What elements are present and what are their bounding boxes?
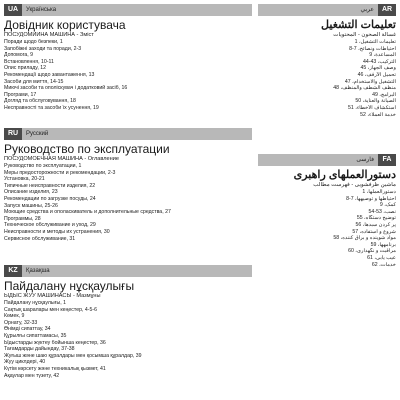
contents-item: دستورالعملها، 1 <box>362 189 396 195</box>
contents-item: Засоби для миття, 14-15 <box>4 78 64 85</box>
contents-item: وصف الجهاز، 45 <box>360 65 396 72</box>
contents-item: التركيب، 43-44 <box>363 58 396 65</box>
contents-item: پر کردن سبدها، 56 <box>355 221 396 228</box>
contents-list <box>258 39 396 118</box>
contents-item: Пайдалану нұсқаулығы, 1 <box>4 300 67 306</box>
language-bar <box>4 128 252 140</box>
language-code-badge: RU <box>4 128 22 140</box>
section-subtitle: ماشین ظرفشویی - فهرست مطالب <box>313 182 396 188</box>
contents-item: Моющие средства и ополаскиватель и дополнительные средства, 27 <box>4 209 171 216</box>
contents-item: Тағамдарды дайындау, 37-38 <box>4 346 75 353</box>
section-arabic <box>258 4 396 118</box>
contents-item: الصيانة والعناية، 50 <box>355 98 396 105</box>
language-bar <box>258 154 396 166</box>
contents-item: التشغيل والاستخدام، 47 <box>344 78 396 85</box>
contents-item: Жуғыш және шаю құралдары мен қосымша құралдар, 39 <box>4 352 142 359</box>
section-title: Довідник користувача <box>4 19 126 32</box>
section-subtitle: ЫДЫС ЖУУ МАШИНАСЫ - Мазмұны <box>4 293 101 299</box>
section-title: تعليمات التشغيل <box>321 19 396 31</box>
contents-item: کمک، 9 <box>379 202 396 209</box>
contents-item: تحميل الأرفف، 46 <box>357 71 396 78</box>
contents-item: استكشاف الأخطاء، 51 <box>347 104 396 111</box>
contents-item: Техническое обслуживание и уход, 29 <box>4 222 96 229</box>
language-name: فارسی <box>356 157 374 163</box>
contents-item: Сервисное обслуживание, 31 <box>4 235 76 242</box>
language-bar <box>258 4 396 16</box>
contents-item: مواد شوینده و براق کننده، 58 <box>333 235 396 242</box>
contents-item: Меры предосторожности и рекомендации, 2-3 <box>4 169 116 176</box>
contents-item: احتیاطها و توصیهها، 7-8 <box>346 195 396 202</box>
language-code-badge: UA <box>4 4 22 16</box>
contents-item: توضیح دستگاه، 55 <box>356 215 396 222</box>
contents-item: Ыдыстарды жүктеу бойынша кеңестер, 36 <box>4 339 106 346</box>
contents-item: Встановлення, 10-11 <box>4 58 54 65</box>
contents-item: مراقبت و نگهداری، 60 <box>348 248 396 255</box>
contents-list <box>258 189 396 268</box>
contents-item: نصب، 53-54 <box>368 208 396 215</box>
contents-item: Көмек, 9 <box>4 313 25 320</box>
contents-item: برنامهها، 59 <box>370 241 396 248</box>
contents-item: Программы, 28 <box>4 215 41 222</box>
language-name: Қазақша <box>26 268 50 274</box>
contents-item: Описание изделия, 23 <box>4 189 58 196</box>
section-ukrainian <box>4 4 252 112</box>
contents-item: Сақтық шаралары мен кеңестер, 4-5-6 <box>4 306 97 313</box>
contents-list <box>4 163 252 242</box>
language-code-badge: KZ <box>4 265 22 277</box>
contents-item: Поради щодо безпеки, 1 <box>4 39 63 45</box>
contents-item: Миючі засоби та ополіскувач і додатковий засіб, 16 <box>4 85 128 92</box>
contents-item: Орнату, 32-33 <box>4 319 38 326</box>
contents-item: Күтім көрсету және техникалық қызмет, 41 <box>4 365 106 372</box>
contents-item: Ақаулар мен түзету, 42 <box>4 372 60 379</box>
contents-item: Типичные неисправности изделия, 22 <box>4 182 96 189</box>
contents-item: شروع و استفاده، 57 <box>352 228 396 235</box>
contents-item: Програми, 17 <box>4 91 37 98</box>
contents-item: Жуу циклдері, 40 <box>4 359 46 366</box>
language-code-badge: FA <box>378 154 396 166</box>
section-title: دستورالعملهای راهبری <box>293 169 396 181</box>
section-subtitle: ПОСУДОМОЕЧНАЯ МАШИНА - Оглавление <box>4 156 119 162</box>
section-kazakh <box>4 265 252 379</box>
contents-item: Несправності та засоби їх усунення, 19 <box>4 104 99 111</box>
contents-list <box>4 300 252 379</box>
contents-list <box>4 39 252 112</box>
language-bar <box>4 4 252 16</box>
contents-item: خدمة العملاء، 52 <box>360 111 396 118</box>
contents-item: Рекомендації щодо завантаження, 13 <box>4 71 95 78</box>
contents-item: Догляд та обслуговування, 18 <box>4 98 76 105</box>
language-name: Українська <box>26 7 57 13</box>
contents-item: احتياطات ونصائح، 7-8 <box>349 45 396 52</box>
section-subtitle: ПОСУДОМИЙНА МАШИНА - Зміст <box>4 32 94 38</box>
contents-item: Рекомендации по загрузке посуды, 24 <box>4 195 96 202</box>
contents-item: Руководство по эксплуатации, 1 <box>4 163 82 169</box>
contents-item: Құрылғы сипаттамасы, 35 <box>4 332 67 339</box>
language-name: عربي <box>360 7 374 13</box>
contents-item: عیب یابی، 61 <box>367 254 396 261</box>
contents-item: تعليمات التشغيل، 1 <box>354 39 396 45</box>
contents-item: Өнімді сипаттау, 34 <box>4 326 51 333</box>
contents-item: خدمات، 62 <box>371 261 396 268</box>
contents-item: Опис приладу, 12 <box>4 65 47 72</box>
contents-item: Установка, 20-21 <box>4 176 45 183</box>
language-code-badge: AR <box>378 4 396 16</box>
section-subtitle: غسالة الصحون - المحتويات <box>333 32 396 38</box>
contents-item: Допомога, 9 <box>4 52 34 59</box>
section-title: Пайдалану нұсқаулығы <box>4 280 135 293</box>
contents-item: المساعدة، 9 <box>369 52 396 59</box>
contents-item: Запуск машины, 25-26 <box>4 202 58 209</box>
contents-item: Неисправности и методы их устранения, 30 <box>4 228 110 235</box>
language-name: Русский <box>26 131 49 137</box>
section-russian <box>4 128 252 242</box>
contents-item: البرامج، 49 <box>372 91 396 98</box>
section-persian <box>258 154 396 268</box>
section-title: Руководство по эксплуатации <box>4 143 170 156</box>
language-bar <box>4 265 252 277</box>
contents-item: Запобіжні заходи та поради, 2-3 <box>4 45 82 52</box>
contents-item: منظف الشطف والمنظف، 48 <box>333 85 396 92</box>
